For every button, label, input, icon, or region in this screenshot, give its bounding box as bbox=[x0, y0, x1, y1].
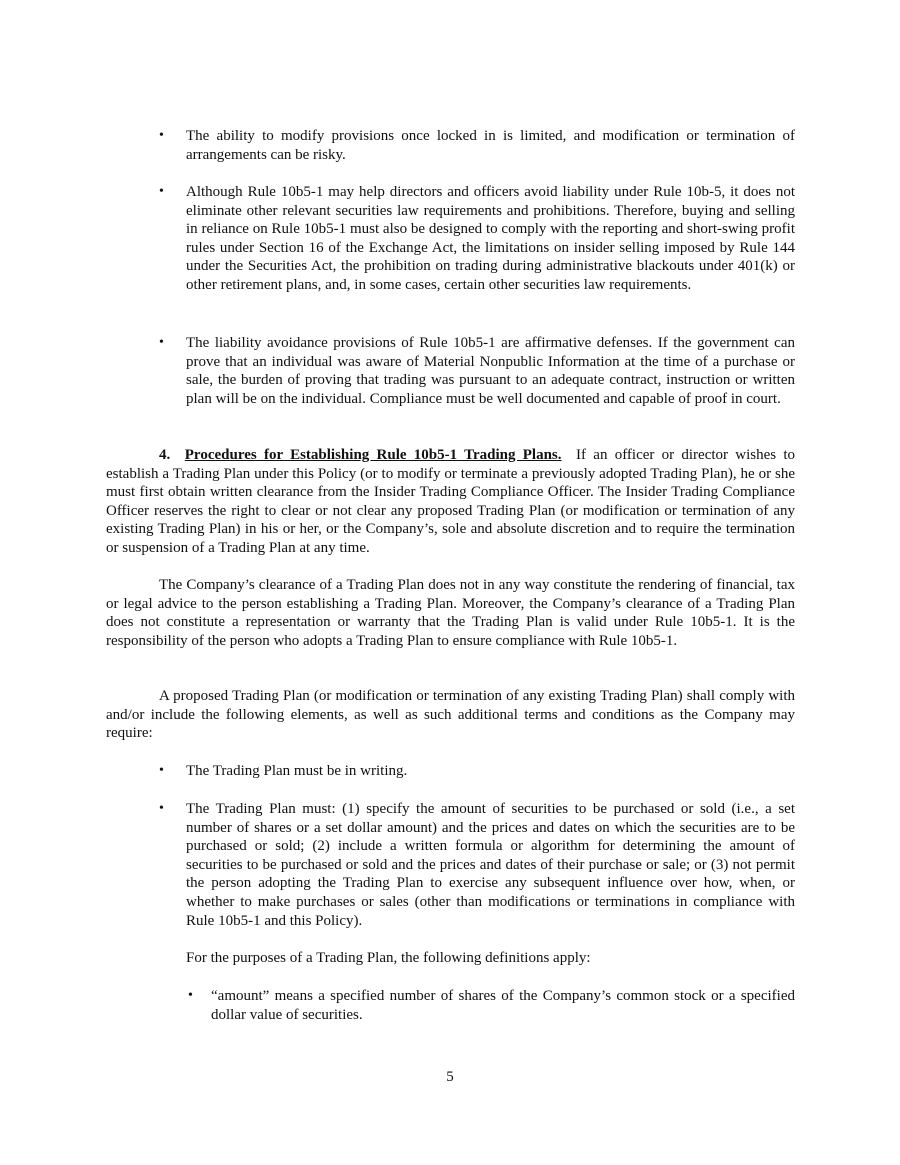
list-item bbox=[159, 762, 795, 781]
paragraph-text: The Company’s clearance of a Trading Plan does not in any way constitute the rendering of financial, tax or legal advice to the person establishing a Trading Plan. Moreover, the Company’s clearance of a Trading Plan does not constitute a representation or warranty that the Trading Plan is valid under Rule 10b5-1. It is the responsibility of the person who adopts a Trading Plan to ensure compliance with Rule 10b5-1. bbox=[106, 577, 795, 649]
bullet-icon: • bbox=[159, 184, 164, 199]
bullet-text: The ability to modify provisions once locked in is limited, and modification or termination of arrangements can be risky. bbox=[186, 128, 795, 163]
bullet-text: The liability avoidance provisions of Rule 10b5-1 are affirmative defenses. If the government can prove that an individual was aware of Material Nonpublic Information at the time of a purchase or sale, the burden of proving that trading was pursuant to an adequate contract, instruction or written plan will be on the individual. Compliance must be well documented and capable of proof in court. bbox=[186, 335, 795, 407]
list-item bbox=[159, 800, 795, 930]
section-4-paragraph bbox=[106, 446, 795, 558]
bullet-icon: • bbox=[159, 335, 164, 350]
section-heading: Procedures for Establishing Rule 10b5-1 Trading Plans. bbox=[184, 447, 562, 463]
list-item bbox=[188, 987, 795, 1024]
paragraph-text: A proposed Trading Plan (or modification or termination of any existing Trading Plan) shall comply with and/or include the following elements, as well as such additional terms and conditions as the Company may require: bbox=[106, 688, 795, 742]
bullet-icon: • bbox=[188, 988, 193, 1003]
definitions-intro bbox=[186, 949, 795, 968]
bullet-text: “amount” means a specified number of shares of the Company’s common stock or a specified dollar value of securities. bbox=[211, 988, 795, 1023]
list-item bbox=[159, 127, 795, 164]
bullet-text: The Trading Plan must be in writing. bbox=[186, 763, 408, 779]
paragraph-text: For the purposes of a Trading Plan, the following definitions apply: bbox=[186, 950, 591, 966]
bullet-icon: • bbox=[159, 128, 164, 143]
list-item bbox=[159, 183, 795, 295]
bullet-icon: • bbox=[159, 763, 164, 778]
section-body: If an officer or director wishes to establish a Trading Plan under this Policy (or to modify or terminate a previously adopted Trading Plan), he or she must first obtain written clearance from the Insider Trading Compliance Officer. The Insider Trading Compliance Officer reserves the right to clear or not clear any proposed Trading Plan (or modification or termination of any existing Trading Plan) in his or her, or the Company’s, sole and absolute discretion and to require the termination or suspension of a Trading Plan at any time. bbox=[106, 447, 796, 556]
bullet-icon: • bbox=[159, 801, 164, 816]
clearance-paragraph bbox=[106, 576, 795, 650]
section-number: 4. bbox=[159, 447, 171, 463]
proposed-plan-paragraph bbox=[106, 687, 795, 743]
list-item bbox=[159, 334, 795, 408]
page-number: 5 bbox=[446, 1069, 454, 1085]
bullet-text: Although Rule 10b5-1 may help directors and officers avoid liability under Rule 10b-5, it does not eliminate other relevant securities law requirements and prohibitions. Therefore, buying and selling in reliance on Rule 10b5-1 must also be designed to comply with the reporting and short-swing profit rules under Section 16 of the Exchange Act, the limitations on insider selling imposed by Rule 144 under the Securities Act, the prohibition on trading during administrative blackouts under 401(k) or other retirement plans, and, in some cases, certain other securities law requirements. bbox=[186, 184, 795, 293]
bullet-text: The Trading Plan must: (1) specify the amount of securities to be purchased or sold (i.e., a set number of shares or a set dollar amount) and the prices and dates on which the securities are to be purchased or sold; (2) include a written formula or algorithm for determining the amount of securities to be purchased or sold and the prices and dates of their purchase or sale; or (3) not permit the person adopting the Trading Plan to exercise any subsequent influence over how, when, or whether to make purchases or sales (other than modifications or terminations in compliance with Rule 10b5-1 and this Policy). bbox=[186, 801, 795, 929]
